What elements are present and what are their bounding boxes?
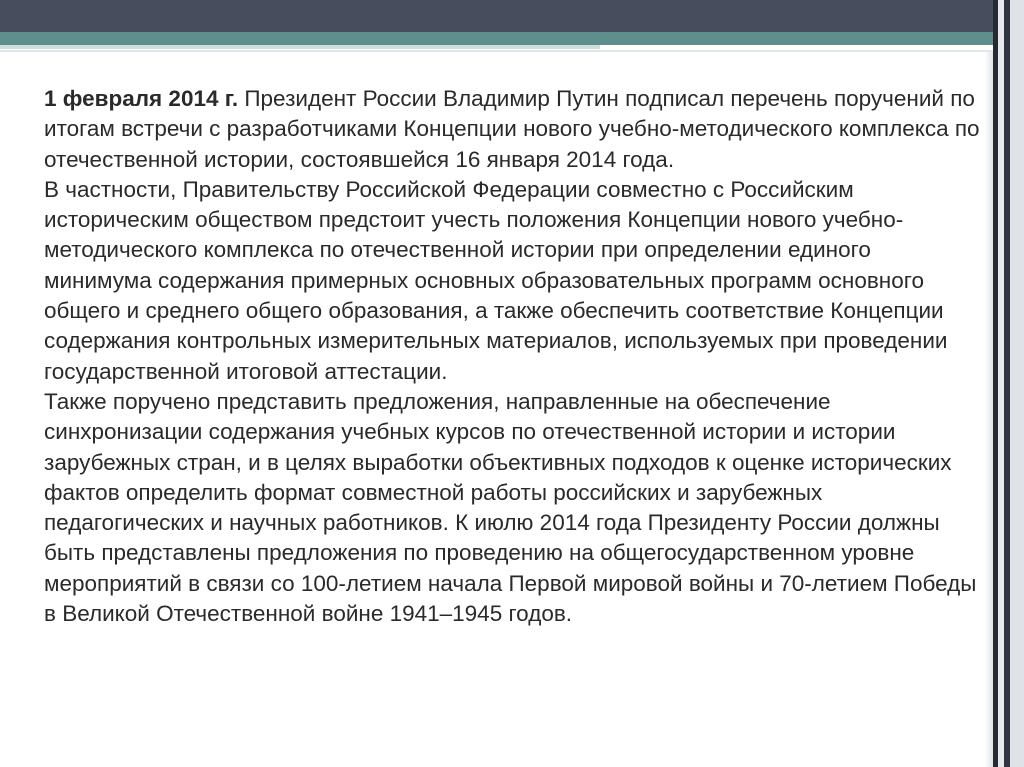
header-dark-band: [0, 0, 1024, 32]
paragraph-1: [44, 84, 984, 175]
paragraph-3: Также поручено представить предложения, направленные на обеспечение синхронизации содержания учебных курсов по отечественной истории и истории зарубежных стран, и в целях выработки объективных подходов к оценке исторических фактов определить формат совместной работы российских и зарубежных педагогических и научных работников. К июлю 2014 года Президенту России должны быть представлены предложения по проведению на общегосударственном уровне мероприятий в связи со 100-летием начала Первой мировой войны и 70-летием Победы в Великой Отечественной войне 1941–1945 годов.: [44, 388, 977, 627]
header-light-stripe: [0, 45, 600, 49]
lead-date: 1 февраля 2014 г.: [44, 86, 239, 111]
slide-body-text: [44, 84, 984, 629]
paragraph-1-text: Президент России Владимир Путин подписал перечень поручений по итогам встречи с разработчиками Концепции нового учебно-методического комплекса по отечественной истории, состоявшейся 16 января 2014 года.: [44, 86, 980, 172]
header-teal-band: [0, 32, 1024, 45]
paragraph-2: В частности, Правительству Российской Федерации совместно с Российским историческим обществом предстоит учесть положения Концепции нового учебно-методического комплекса по отечественной истории при определении единого минимума содержания примерных основных образовательных программ основного общего и среднего общего образования, а также обеспечить соответствие Концепции содержания контрольных измерительных материалов, используемых при проведении государственной итоговой аттестации.: [44, 176, 948, 384]
right-edge-stripe-4: [1010, 0, 1024, 767]
right-edge-shadow: [985, 52, 993, 767]
header-divider: [0, 50, 1024, 52]
